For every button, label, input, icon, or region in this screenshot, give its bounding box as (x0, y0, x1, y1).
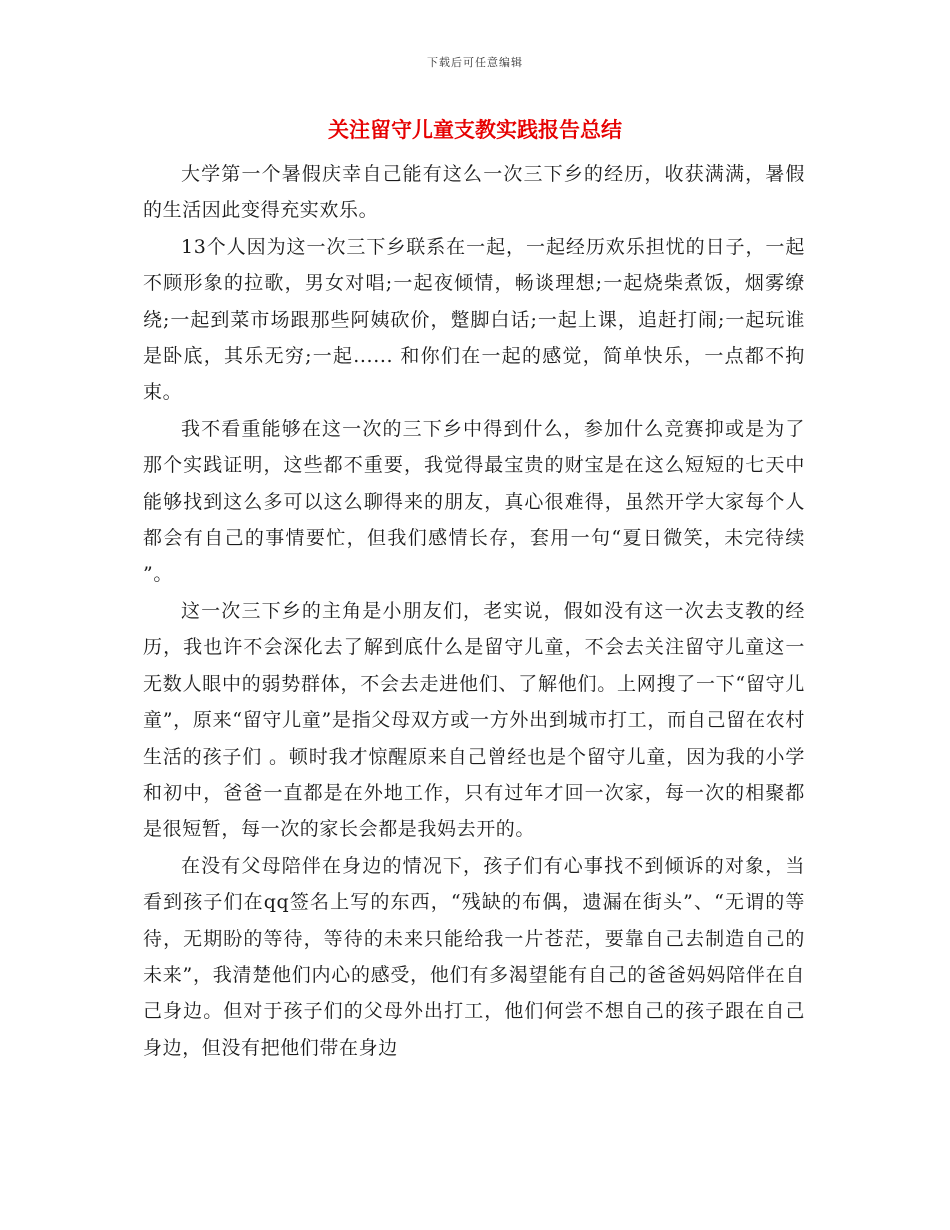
paragraph-4: 这一次三下乡的主角是小朋友们，老实说，假如没有这一次去支教的经历，我也许不会深化去了解到底什么是留守儿童，不会去关注留守儿童这一无数人眼中的弱势群体，不会去走进他们、了解他们。上网搜了一下“留守儿童”，原来“留守儿童”是指父母双方或一方外出到城市打工，而自己留在农村生活的孩子们 。顿时我才惊醒原来自己曾经也是个留守儿童，因为我的小学和初中，爸爸一直都是在外地工作，只有过年才回一次家，每一次的相聚都是很短暂，每一次的家长会都是我妈去开的。 (143, 599, 805, 841)
paragraph-1: 大学第一个暑假庆幸自己能有这么一次三下乡的经历，收获满满，暑假的生活因此变得充实欢乐。 (143, 163, 805, 222)
paragraph-5: 在没有父母陪伴在身边的情况下，孩子们有心事找不到倾诉的对象，当看到孩子们在qq签名上写的东西，“残缺的布偶，遗漏在街头”、“无谓的等待，无期盼的等待，等待的未来只能给我一片苍茫，要靠自己去制造自己的未来”，我清楚他们内心的感受，他们有多渴望能有自己的爸爸妈妈陪伴在自己身边。但对于孩子们的父母外出打工，他们何尝不想自己的孩子跟在自己身边，但没有把他们带在身边 (143, 854, 805, 1059)
header-note: 下载后可任意编辑 (427, 56, 523, 69)
document-body (143, 156, 805, 1066)
paragraph-3: 我不看重能够在这一次的三下乡中得到什么，参加什么竞赛抑或是为了那个实践证明，这些都不重要，我觉得最宝贵的财宝是在这么短短的七天中能够找到这么多可以这么聊得来的朋友，真心很难得，虽然开学大家每个人都会有自己的事情要忙，但我们感情长存，套用一句“夏日微笑，未完待续 ”。 (143, 417, 805, 586)
document-title: 关注留守儿童支教实践报告总结 (328, 117, 622, 142)
paragraph-2: 13个人因为这一次三下乡联系在一起，一起经历欢乐担忧的日子，一起不顾形象的拉歌，男女对唱;一起夜倾情，畅谈理想;一起烧柴煮饭，烟雾缭绕;一起到菜市场跟那些阿姨砍价，蹩脚白话;一起上课，追赶打闹;一起玩谁是卧底，其乐无穷;一起...... 和你们在一起的感觉，简单快乐，一点都不拘束。 (143, 235, 805, 404)
